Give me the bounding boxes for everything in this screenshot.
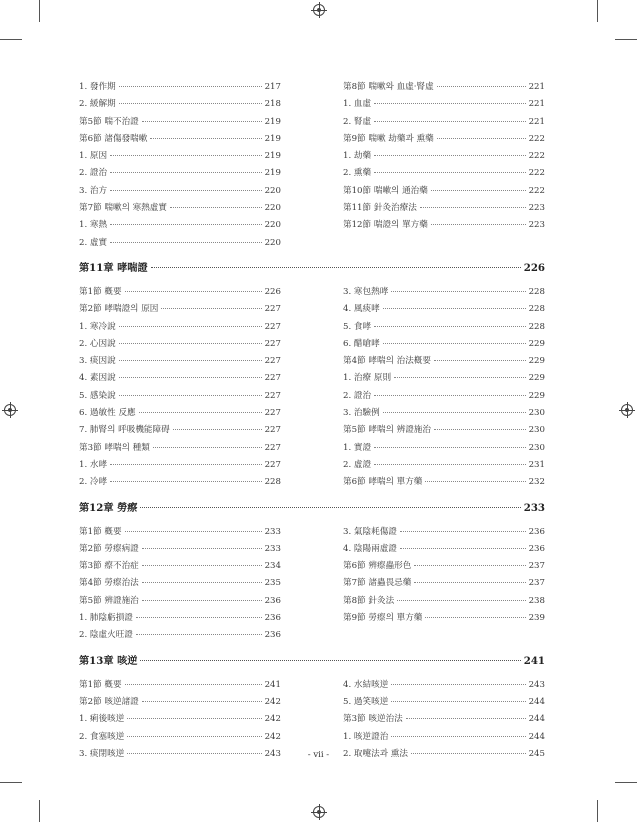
table-of-contents [79, 80, 545, 764]
dot-leader [400, 548, 526, 549]
toc-entry [79, 236, 281, 253]
entry-title: 2. 證治 [79, 168, 108, 179]
entry-page: 222 [528, 133, 545, 144]
entry-page: 228 [528, 304, 545, 315]
toc-entry [79, 97, 281, 114]
crop-mark-tl-v [39, 0, 40, 22]
toc-entry [343, 423, 545, 440]
dot-leader [425, 481, 525, 482]
dot-leader [420, 207, 526, 208]
dot-leader [142, 582, 262, 583]
toc-entry [79, 80, 281, 97]
toc-entry [79, 285, 281, 302]
entry-title: 6. 過敏性 反應 [79, 408, 136, 419]
entry-title: 1. 肺陰虧損證 [79, 613, 133, 624]
entry-title: 第7節 諸蟲畏忌藥 [343, 578, 412, 589]
entry-title: 第1節 槪要 [79, 286, 122, 297]
dot-leader [153, 447, 262, 448]
entry-title: 第5節 哮喘의 辨證施治 [343, 425, 431, 436]
toc-block [79, 525, 545, 646]
dot-leader [414, 565, 525, 566]
dot-leader [383, 343, 526, 344]
entry-page: 233 [264, 526, 281, 537]
right-column [343, 525, 545, 646]
entry-page: 233 [264, 543, 281, 554]
chapter-page: 241 [523, 654, 545, 667]
entry-title: 第2節 勞瘵病證 [79, 543, 139, 554]
toc-entry [79, 611, 281, 628]
toc-entry [343, 132, 545, 149]
entry-title: 第1節 槪要 [79, 679, 122, 690]
dot-leader [119, 395, 262, 396]
entry-page: 242 [264, 696, 281, 707]
entry-title: 1. 痢後咳逆 [79, 714, 125, 725]
toc-entry [79, 218, 281, 235]
dot-leader [125, 291, 262, 292]
entry-page: 227 [264, 459, 281, 470]
entry-title: 5. 食哮 [343, 321, 372, 332]
dot-leader [434, 360, 526, 361]
entry-title: 第9節 勞瘵의 單方藥 [343, 613, 423, 624]
entry-page: 230 [528, 425, 545, 436]
entry-page: 218 [264, 99, 281, 110]
toc-entry [343, 149, 545, 166]
entry-title: 第11節 針灸治療法 [343, 203, 417, 214]
right-column [343, 80, 545, 253]
dot-leader [119, 377, 262, 378]
entry-title: 7. 肺腎의 呼吸機能障碍 [79, 425, 170, 436]
entry-page: 227 [264, 304, 281, 315]
toc-entry [79, 302, 281, 319]
left-column [79, 285, 281, 493]
crop-mark-tr-v [597, 0, 598, 22]
dot-leader [110, 190, 261, 191]
entry-title: 第6節 辨瘵蟲形色 [343, 561, 412, 572]
entry-page: 217 [264, 82, 281, 92]
crop-mark-br-v [597, 800, 598, 822]
entry-page: 222 [528, 185, 545, 196]
entry-page: 227 [264, 356, 281, 367]
toc-entry [343, 354, 545, 371]
entry-page: 236 [264, 595, 281, 606]
entry-page: 223 [528, 203, 545, 214]
entry-page: 222 [528, 151, 545, 162]
entry-page: 235 [264, 578, 281, 589]
toc-entry [343, 184, 545, 201]
dot-leader [374, 395, 525, 396]
entry-page: 228 [528, 321, 545, 332]
toc-entry [79, 423, 281, 440]
dot-leader [142, 121, 262, 122]
entry-page: 245 [528, 748, 545, 759]
toc-entry [343, 458, 545, 475]
toc-entry [343, 97, 545, 114]
dot-leader [136, 634, 262, 635]
dot-leader [374, 121, 525, 122]
entry-title: 2. 緩解期 [79, 99, 116, 110]
entry-title: 第5節 辨證施治 [79, 595, 139, 606]
entry-page: 229 [528, 373, 545, 384]
dot-leader [125, 684, 262, 685]
toc-entry [343, 441, 545, 458]
entry-page: 244 [528, 696, 545, 707]
dot-leader [110, 464, 261, 465]
entry-title: 4. 水結咳逆 [343, 679, 389, 690]
dot-leader [119, 360, 262, 361]
entry-page: 229 [528, 356, 545, 367]
chapter-title: 第11章 哮喘證 [79, 261, 148, 274]
toc-block [79, 285, 545, 493]
chapter-page: 226 [523, 261, 545, 274]
entry-page: 221 [528, 82, 545, 92]
entry-page: 220 [264, 220, 281, 231]
entry-title: 第9節 喘嗽 劫藥과 熏藥 [343, 133, 434, 144]
toc-entry [79, 149, 281, 166]
dot-leader [391, 736, 525, 737]
dot-leader [110, 481, 261, 482]
toc-entry [79, 576, 281, 593]
entry-page: 220 [264, 203, 281, 214]
dot-leader [140, 507, 520, 508]
dot-leader [414, 582, 525, 583]
crop-mark-tr-h [615, 39, 637, 40]
dot-leader [151, 267, 521, 268]
entry-title: 1. 劫藥 [343, 151, 372, 162]
entry-page: 237 [528, 561, 545, 572]
crop-mark-br-h [615, 782, 637, 783]
dot-leader [434, 429, 526, 430]
entry-page: 234 [264, 561, 281, 572]
entry-title: 1. 實證 [343, 442, 372, 453]
toc-entry [343, 320, 545, 337]
toc-entry [343, 695, 545, 712]
entry-page: 238 [528, 595, 545, 606]
toc-entry [343, 337, 545, 354]
entry-title: 第3節 瘵不治症 [79, 561, 139, 572]
dot-leader [119, 326, 262, 327]
toc-entry [79, 184, 281, 201]
entry-page: 227 [264, 425, 281, 436]
entry-title: 第2節 咳逆諸證 [79, 696, 139, 707]
toc-entry [343, 730, 545, 747]
entry-title: 第6節 諸傷發喘嗽 [79, 133, 148, 144]
entry-title: 3. 氣陰耗傷證 [343, 526, 397, 537]
toc-entry [79, 201, 281, 218]
toc-entry [79, 594, 281, 611]
entry-title: 2. 陰虛火旺證 [79, 630, 133, 641]
toc-block [79, 80, 545, 253]
registration-mark-right [621, 404, 633, 416]
chapter-heading [79, 499, 545, 521]
dot-leader [394, 377, 526, 378]
left-column [79, 80, 281, 253]
entry-title: 2. 腎虛 [343, 116, 372, 127]
entry-page: 229 [528, 338, 545, 349]
crop-mark-bl-h [0, 782, 22, 783]
dot-leader [139, 412, 262, 413]
toc-entry [79, 389, 281, 406]
toc-entry [79, 695, 281, 712]
toc-entry [343, 559, 545, 576]
toc-entry [343, 406, 545, 423]
entry-page: 227 [264, 373, 281, 384]
entry-page: 242 [264, 731, 281, 742]
entry-page: 239 [528, 613, 545, 624]
toc-entry [343, 712, 545, 729]
dot-leader [119, 343, 262, 344]
toc-entry [79, 475, 281, 492]
entry-title: 5. 感染說 [79, 390, 116, 401]
entry-title: 6. 醋嗆哮 [343, 338, 380, 349]
dot-leader [127, 736, 261, 737]
entry-title: 第3節 哮喘의 種類 [79, 442, 150, 453]
entry-page: 228 [528, 286, 545, 297]
dot-leader [142, 548, 262, 549]
dot-leader [391, 291, 525, 292]
entry-title: 1. 血虛 [343, 99, 372, 110]
crop-mark-tl-h [0, 39, 22, 40]
entry-page: 230 [528, 408, 545, 419]
dot-leader [383, 308, 526, 309]
entry-title: 3. 治驗例 [343, 408, 380, 419]
toc-entry [343, 576, 545, 593]
toc-entry [343, 475, 545, 492]
toc-entry [79, 371, 281, 388]
entry-title: 2. 冷哮 [79, 477, 108, 488]
entry-page: 237 [528, 578, 545, 589]
toc-entry [79, 132, 281, 149]
entry-page: 244 [528, 714, 545, 725]
dot-leader [140, 660, 520, 661]
dot-leader [119, 103, 262, 104]
entry-title: 4. 風痰哮 [343, 304, 380, 315]
entry-title: 3. 痰閉咳逆 [79, 748, 125, 759]
toc-entry [79, 542, 281, 559]
dot-leader [150, 138, 261, 139]
entry-page: 244 [528, 731, 545, 742]
dot-leader [406, 718, 526, 719]
entry-page: 228 [264, 477, 281, 488]
entry-title: 3. 治方 [79, 185, 108, 196]
entry-title: 2. 虛證 [343, 459, 372, 470]
dot-leader [425, 617, 525, 618]
dot-leader [173, 429, 262, 430]
toc-entry [79, 628, 281, 645]
toc-entry [343, 115, 545, 132]
dot-leader [170, 207, 262, 208]
entry-title: 第8節 針灸法 [343, 595, 395, 606]
entry-page: 236 [264, 613, 281, 624]
dot-leader [383, 412, 526, 413]
toc-entry [79, 525, 281, 542]
page-number: - vii - [307, 750, 330, 760]
toc-entry [79, 406, 281, 423]
entry-title: 第3節 咳逆治法 [343, 714, 403, 725]
entry-page: 227 [264, 390, 281, 401]
entry-page: 243 [528, 679, 545, 690]
entry-page: 241 [264, 679, 281, 690]
entry-title: 3. 寒包熱哮 [343, 286, 389, 297]
dot-leader [391, 701, 525, 702]
toc-entry [79, 337, 281, 354]
entry-page: 229 [528, 390, 545, 401]
dot-leader [374, 447, 525, 448]
entry-title: 第10節 喘嗽의 通治藥 [343, 185, 428, 196]
dot-leader [374, 155, 525, 156]
entry-page: 230 [528, 442, 545, 453]
dot-leader [110, 172, 261, 173]
crop-mark-bl-v [39, 800, 40, 822]
entry-page: 236 [264, 630, 281, 641]
entry-title: 3. 痰因說 [79, 356, 116, 367]
toc-entry [343, 201, 545, 218]
dot-leader [374, 464, 525, 465]
dot-leader [437, 86, 526, 87]
dot-leader [374, 103, 525, 104]
entry-page: 231 [528, 459, 545, 470]
toc-entry [343, 611, 545, 628]
dot-leader [110, 224, 261, 225]
dot-leader [397, 600, 525, 601]
entry-page: 222 [528, 168, 545, 179]
entry-title: 第2節 哮喘證의 原因 [79, 304, 159, 315]
entry-title: 1. 原因 [79, 151, 108, 162]
entry-page: 220 [264, 185, 281, 196]
entry-page: 221 [528, 116, 545, 127]
entry-title: 第5節 喘不治證 [79, 116, 139, 127]
toc-entry [343, 678, 545, 695]
dot-leader [142, 701, 262, 702]
entry-title: 第8節 喘嗽와 血虛·腎虛 [343, 82, 434, 92]
dot-leader [136, 617, 262, 618]
toc-entry [79, 115, 281, 132]
toc-entry [343, 594, 545, 611]
entry-title: 第4節 勞瘵治法 [79, 578, 139, 589]
entry-title: 4. 陰陽兩虛證 [343, 543, 397, 554]
dot-leader [142, 600, 262, 601]
dot-leader [391, 684, 525, 685]
entry-page: 227 [264, 442, 281, 453]
entry-page: 232 [528, 477, 545, 488]
registration-mark-top [313, 4, 325, 16]
entry-title: 2. 取嚏法과 熏法 [343, 748, 408, 759]
entry-page: 219 [264, 168, 281, 179]
entry-title: 2. 食塞咳逆 [79, 731, 125, 742]
entry-title: 4. 素因說 [79, 373, 116, 384]
right-column [343, 285, 545, 493]
chapter-page: 233 [523, 501, 545, 514]
toc-entry [343, 285, 545, 302]
dot-leader [431, 190, 526, 191]
entry-title: 2. 心因說 [79, 338, 116, 349]
toc-entry [79, 730, 281, 747]
dot-leader [119, 86, 262, 87]
toc-entry [343, 218, 545, 235]
dot-leader [400, 531, 526, 532]
dot-leader [431, 224, 526, 225]
dot-leader [142, 565, 262, 566]
toc-entry [79, 354, 281, 371]
entry-title: 第4節 哮喘의 治法槪要 [343, 356, 431, 367]
toc-entry [343, 80, 545, 97]
registration-mark-bottom [313, 806, 325, 818]
toc-entry [79, 458, 281, 475]
entry-title: 1. 治療 原則 [343, 373, 392, 384]
registration-mark-left [4, 404, 16, 416]
entry-page: 223 [528, 220, 545, 231]
entry-title: 2. 熏藥 [343, 168, 372, 179]
chapter-title: 第13章 咳逆 [79, 654, 138, 667]
entry-page: 219 [264, 151, 281, 162]
entry-page: 226 [264, 286, 281, 297]
entry-title: 5. 過笑咳逆 [343, 696, 389, 707]
toc-entry [343, 371, 545, 388]
dot-leader [110, 242, 261, 243]
toc-entry [343, 542, 545, 559]
chapter-heading [79, 652, 545, 674]
dot-leader [125, 531, 262, 532]
entry-title: 2. 虛實 [79, 237, 108, 248]
toc-entry [343, 389, 545, 406]
entry-page: 219 [264, 133, 281, 144]
toc-entry [343, 302, 545, 319]
entry-page: 219 [264, 116, 281, 127]
entry-title: 第6節 哮喘의 單方藥 [343, 477, 423, 488]
entry-title: 1. 寒冷說 [79, 321, 116, 332]
dot-leader [110, 155, 261, 156]
toc-entry [79, 166, 281, 183]
toc-entry [79, 678, 281, 695]
toc-entry [79, 441, 281, 458]
entry-page: 236 [528, 526, 545, 537]
dot-leader [437, 138, 526, 139]
dot-leader [127, 718, 261, 719]
entry-title: 1. 發作期 [79, 82, 116, 92]
entry-title: 第1節 槪要 [79, 526, 122, 537]
toc-entry [79, 320, 281, 337]
dot-leader [161, 308, 261, 309]
entry-title: 第12節 喘證의 單方藥 [343, 220, 428, 231]
entry-page: 227 [264, 338, 281, 349]
entry-page: 220 [264, 237, 281, 248]
chapter-heading [79, 259, 545, 281]
entry-page: 221 [528, 99, 545, 110]
toc-entry [79, 559, 281, 576]
toc-entry [343, 525, 545, 542]
chapter-title: 第12章 勞瘵 [79, 501, 138, 514]
entry-title: 第7節 喘嗽의 寒熱虛實 [79, 203, 167, 214]
entry-page: 227 [264, 408, 281, 419]
dot-leader [374, 172, 525, 173]
toc-entry [79, 712, 281, 729]
entry-title: 1. 寒熱 [79, 220, 108, 231]
entry-title: 2. 證治 [343, 390, 372, 401]
left-column [79, 525, 281, 646]
entry-page: 242 [264, 714, 281, 725]
entry-page: 243 [264, 748, 281, 759]
dot-leader [374, 326, 525, 327]
entry-title: 1. 咳逆證治 [343, 731, 389, 742]
entry-page: 236 [528, 543, 545, 554]
toc-entry [343, 166, 545, 183]
entry-title: 1. 水哮 [79, 459, 108, 470]
entry-page: 227 [264, 321, 281, 332]
